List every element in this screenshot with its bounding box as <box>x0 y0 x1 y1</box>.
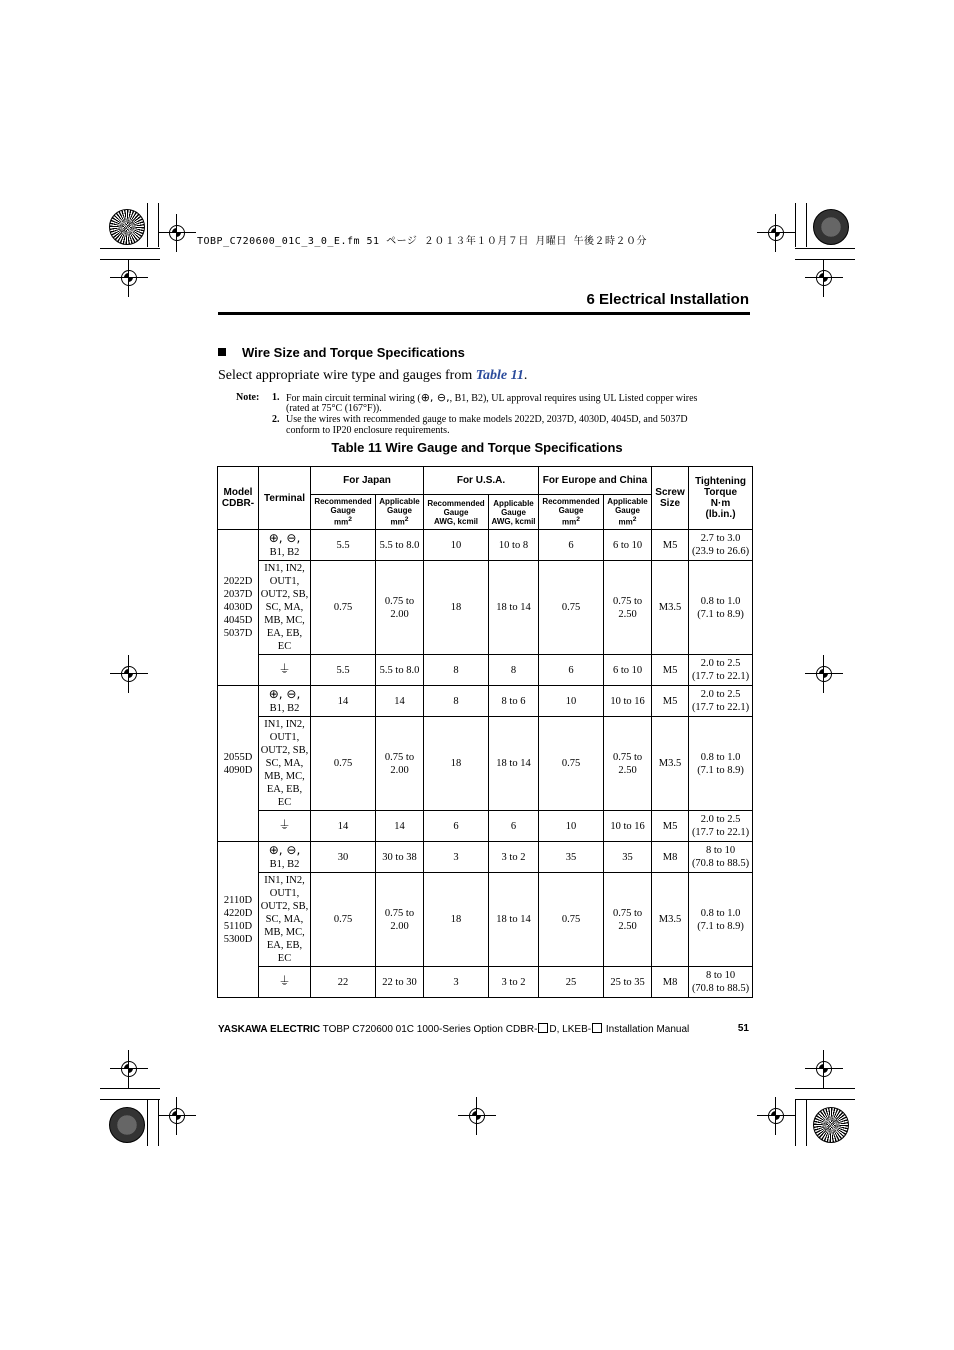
note-2-line-2: conform to IP20 enclosure requirements. <box>286 425 450 436</box>
footer-brand: YASKAWA ELECTRIC <box>218 1024 321 1035</box>
crosshair-icon <box>765 222 787 244</box>
cell: 0.75 <box>311 561 376 655</box>
plus-minus-symbols: ⊕, ⊖, <box>420 391 450 404</box>
cell: 22 to 30 <box>376 967 424 998</box>
cell: 0.75 <box>311 873 376 967</box>
cell: 18 <box>424 561 489 655</box>
terminal-control: IN1, IN2, OUT1, OUT2, SB, SC, MA, MB, MC, EA, EB, EC <box>259 561 311 655</box>
terminal-b1-b2: B1, B2 <box>269 702 300 714</box>
crosshair-icon <box>118 1058 140 1080</box>
note-2-number: 2. <box>272 414 280 425</box>
cell: M5 <box>652 655 689 686</box>
cell: 0.75 <box>311 717 376 811</box>
cell: 0.75 to 2.50 <box>604 717 652 811</box>
plus-minus-symbols: ⊕, ⊖, <box>268 842 301 857</box>
registration-dial-icon <box>813 209 849 245</box>
torque-cell: 2.7 to 3.0 (23.9 to 26.6) <box>689 530 753 561</box>
note-1-text-a: For main circuit terminal wiring ( <box>286 393 421 404</box>
terminal-main-circuit <box>259 530 311 561</box>
cell: 14 <box>376 686 424 717</box>
table-row <box>218 655 753 686</box>
cell: M3.5 <box>652 873 689 967</box>
header-terminal: Terminal <box>259 467 311 530</box>
cell: 18 to 14 <box>489 561 539 655</box>
crosshair-icon <box>466 1105 488 1127</box>
crosshair-icon <box>166 1105 188 1127</box>
registration-dial-icon <box>109 1107 145 1143</box>
subheader-europe-applicable: Applicable Gauge $mm^2$ <box>604 495 652 530</box>
subheader-japan-applicable: Applicable Gauge $mm^2$ <box>376 495 424 530</box>
intro-paragraph <box>218 368 527 384</box>
plus-minus-symbols: ⊕, ⊖, <box>268 530 301 545</box>
footer-text-3: Installation Manual <box>603 1024 690 1035</box>
subheader-japan-recommended: Recommended Gauge $mm^2$ <box>311 495 376 530</box>
table-row <box>218 561 753 655</box>
cell: 5.5 <box>311 530 376 561</box>
model-cell: 2055D 4090D <box>218 686 259 842</box>
cell: 6 <box>539 655 604 686</box>
note-1-text-b: , B1, B2), UL approval requires using UL Listed copper wires <box>449 393 698 404</box>
cell: 35 <box>539 842 604 873</box>
cell: 3 to 2 <box>489 967 539 998</box>
note-label: Note: <box>236 392 260 403</box>
cell: 25 to 35 <box>604 967 652 998</box>
crosshair-icon <box>813 267 835 289</box>
table-row <box>218 686 753 717</box>
cell: 0.75 to 2.50 <box>604 561 652 655</box>
torque-cell: 8 to 10 (70.8 to 88.5) <box>689 842 753 873</box>
terminal-control: IN1, IN2, OUT1, OUT2, SB, SC, MA, MB, MC, EA, EB, EC <box>259 717 311 811</box>
cell: M3.5 <box>652 717 689 811</box>
torque-cell: 0.8 to 1.0 (7.1 to 8.9) <box>689 561 753 655</box>
bullet-square-icon <box>218 348 226 356</box>
cell: 3 <box>424 967 489 998</box>
table-row <box>218 811 753 842</box>
cell: 6 to 10 <box>604 655 652 686</box>
placeholder-box-icon <box>538 1023 548 1033</box>
crosshair-icon <box>118 267 140 289</box>
cell: 5.5 to 8.0 <box>376 655 424 686</box>
terminal-main-circuit <box>259 842 311 873</box>
cell: 30 <box>311 842 376 873</box>
model-cell: 2110D 4220D 5110D 5300D <box>218 842 259 998</box>
cell: 5.5 <box>311 655 376 686</box>
cell: 18 to 14 <box>489 873 539 967</box>
table-11-link[interactable]: Table 11 <box>475 368 524 383</box>
torque-cell: 8 to 10 (70.8 to 88.5) <box>689 967 753 998</box>
cell: 8 to 6 <box>489 686 539 717</box>
cell: M8 <box>652 842 689 873</box>
footer-text-2: D, LKEB- <box>549 1024 592 1035</box>
cell: 25 <box>539 967 604 998</box>
cell: 0.75 to 2.00 <box>376 561 424 655</box>
cell: M5 <box>652 686 689 717</box>
page-number: 51 <box>737 1023 749 1034</box>
torque-cell: 2.0 to 2.5 (17.7 to 22.1) <box>689 811 753 842</box>
cell: 22 <box>311 967 376 998</box>
plus-minus-symbols: ⊕, ⊖, <box>268 686 301 701</box>
cell: 6 <box>489 811 539 842</box>
terminal-b1-b2: B1, B2 <box>269 858 300 870</box>
cell: 0.75 <box>539 873 604 967</box>
cell: 6 <box>424 811 489 842</box>
cell: 6 <box>539 530 604 561</box>
header-rule <box>218 312 750 315</box>
subheader-usa-recommended: Recommended Gauge AWG, kcmil <box>424 495 489 530</box>
crosshair-icon <box>765 1105 787 1127</box>
cell: 18 <box>424 873 489 967</box>
cell: 0.75 <box>539 717 604 811</box>
header-model: Model CDBR- <box>218 467 259 530</box>
cell: M3.5 <box>652 561 689 655</box>
note-1-number: 1. <box>272 392 280 403</box>
cell: 18 <box>424 717 489 811</box>
cell: 14 <box>376 811 424 842</box>
cell: 8 <box>424 686 489 717</box>
header-screw-size: Screw Size <box>652 467 689 530</box>
header-europe-china: For Europe and China <box>539 467 652 495</box>
crosshair-icon <box>813 663 835 685</box>
cell: 3 to 2 <box>489 842 539 873</box>
table-row <box>218 530 753 561</box>
table-caption: Table 11 Wire Gauge and Torque Specifications <box>331 440 623 455</box>
crosshair-icon <box>118 663 140 685</box>
table-row <box>218 842 753 873</box>
cell: 35 <box>604 842 652 873</box>
note-2-line-1: Use the wires with recommended gauge to make models 2022D, 2037D, 4030D, 4045D, and 5037D <box>286 414 688 425</box>
cell: 14 <box>311 686 376 717</box>
cell: M5 <box>652 811 689 842</box>
cell: M8 <box>652 967 689 998</box>
cell: 14 <box>311 811 376 842</box>
crosshair-icon <box>813 1058 835 1080</box>
cell: 10 to 16 <box>604 811 652 842</box>
note-1-line-2: (rated at 75°C (167°F)). <box>286 403 382 414</box>
section-title: 6 Electrical Installation <box>586 291 749 308</box>
ground-terminal-icon: ⏚ <box>259 811 311 842</box>
footer-text-1: TOBP C720600 01C 1000-Series Option CDBR- <box>320 1024 538 1035</box>
ground-terminal-icon: ⏚ <box>259 655 311 686</box>
table-row <box>218 873 753 967</box>
crosshair-icon <box>166 222 188 244</box>
cell: 10 to 16 <box>604 686 652 717</box>
cell: 6 to 10 <box>604 530 652 561</box>
subheader-europe-recommended: Recommended Gauge $mm^2$ <box>539 495 604 530</box>
model-cell: 2022D 2037D 4030D 4045D 5037D <box>218 530 259 686</box>
terminal-b1-b2: B1, B2 <box>269 546 300 558</box>
cell: 3 <box>424 842 489 873</box>
table-row <box>218 717 753 811</box>
cell: 30 to 38 <box>376 842 424 873</box>
cell: 5.5 to 8.0 <box>376 530 424 561</box>
torque-cell: 0.8 to 1.0 (7.1 to 8.9) <box>689 717 753 811</box>
cell: 0.75 to 2.00 <box>376 717 424 811</box>
cell: 10 <box>539 811 604 842</box>
subsection-heading-text: Wire Size and Torque Specifications <box>242 345 465 360</box>
terminal-main-circuit <box>259 686 311 717</box>
cell: 0.75 <box>539 561 604 655</box>
intro-end: . <box>523 368 528 383</box>
terminal-control: IN1, IN2, OUT1, OUT2, SB, SC, MA, MB, MC, EA, EB, EC <box>259 873 311 967</box>
registration-dial-icon <box>813 1107 849 1143</box>
cell: 8 <box>489 655 539 686</box>
file-header: TOBP_C720600_01C_3_0_E.fm 51 ページ ２０１３年１０月７日 月曜日 午後２時２０分 <box>197 236 647 247</box>
cell: 0.75 to 2.00 <box>376 873 424 967</box>
subsection-heading <box>218 345 465 360</box>
cell: 10 to 8 <box>489 530 539 561</box>
intro-text: Select appropriate wire type and gauges from <box>218 368 476 383</box>
torque-cell: 2.0 to 2.5 (17.7 to 22.1) <box>689 655 753 686</box>
placeholder-box-icon <box>592 1023 602 1033</box>
subheader-usa-applicable: Applicable Gauge AWG, kcmil <box>489 495 539 530</box>
registration-dial-icon <box>109 209 145 245</box>
torque-cell: 2.0 to 2.5 (17.7 to 22.1) <box>689 686 753 717</box>
page-footer <box>218 1023 689 1035</box>
ground-terminal-icon: ⏚ <box>259 967 311 998</box>
table-row <box>218 967 753 998</box>
cell: 10 <box>424 530 489 561</box>
cell: M5 <box>652 530 689 561</box>
wire-gauge-table <box>217 466 753 998</box>
cell: 0.75 to 2.50 <box>604 873 652 967</box>
header-japan: For Japan <box>311 467 424 495</box>
cell: 8 <box>424 655 489 686</box>
torque-cell: 0.8 to 1.0 (7.1 to 8.9) <box>689 873 753 967</box>
header-usa: For U.S.A. <box>424 467 539 495</box>
cell: 10 <box>539 686 604 717</box>
header-tightening-torque: Tightening Torque N·m (lb.in.) <box>689 467 753 530</box>
cell: 18 to 14 <box>489 717 539 811</box>
